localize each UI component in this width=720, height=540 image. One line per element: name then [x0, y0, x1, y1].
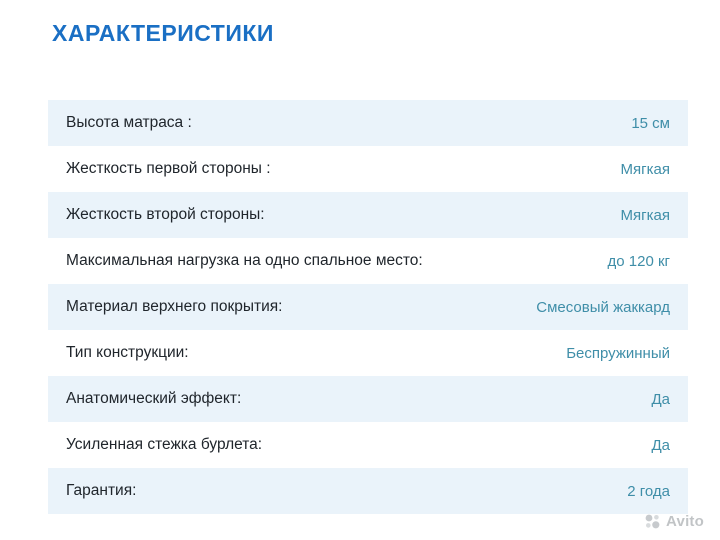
table-row: [48, 238, 688, 284]
specifications-table: [48, 100, 688, 514]
spec-label: Жесткость второй стороны:: [66, 206, 265, 223]
spec-label: Жесткость первой стороны :: [66, 160, 271, 177]
spec-label: Гарантия:: [66, 482, 137, 499]
spec-label: Высота матраса :: [66, 114, 192, 131]
spec-label: Анатомический эффект:: [66, 390, 242, 407]
table-row: [48, 330, 688, 376]
spec-label: Максимальная нагрузка на одно спальное место:: [66, 252, 423, 269]
spec-label: Усиленная стежка бурлета:: [66, 436, 263, 453]
spec-value: Да: [651, 390, 670, 408]
avito-logo-icon: [644, 513, 661, 530]
table-row: [48, 376, 688, 422]
spec-value: 15 см: [631, 114, 670, 132]
spec-value: Мягкая: [620, 206, 670, 224]
spec-value: Беспружинный: [566, 344, 670, 362]
spec-value: 2 года: [627, 482, 670, 500]
table-row: [48, 422, 688, 468]
spec-value: до 120 кг: [607, 252, 670, 270]
table-row: [48, 468, 688, 514]
spec-value: Смесовый жаккард: [536, 298, 670, 316]
table-row: [48, 100, 688, 146]
watermark: [644, 513, 704, 530]
table-row: [48, 146, 688, 192]
table-row: [48, 284, 688, 330]
spec-value: Да: [651, 436, 670, 454]
spec-label: Тип конструкции:: [66, 344, 189, 361]
page-title: ХАРАКТЕРИСТИКИ: [52, 20, 274, 46]
spec-value: Мягкая: [620, 160, 670, 178]
watermark-label: Avito: [666, 513, 704, 530]
table-row: [48, 192, 688, 238]
spec-label: Материал верхнего покрытия:: [66, 298, 283, 315]
